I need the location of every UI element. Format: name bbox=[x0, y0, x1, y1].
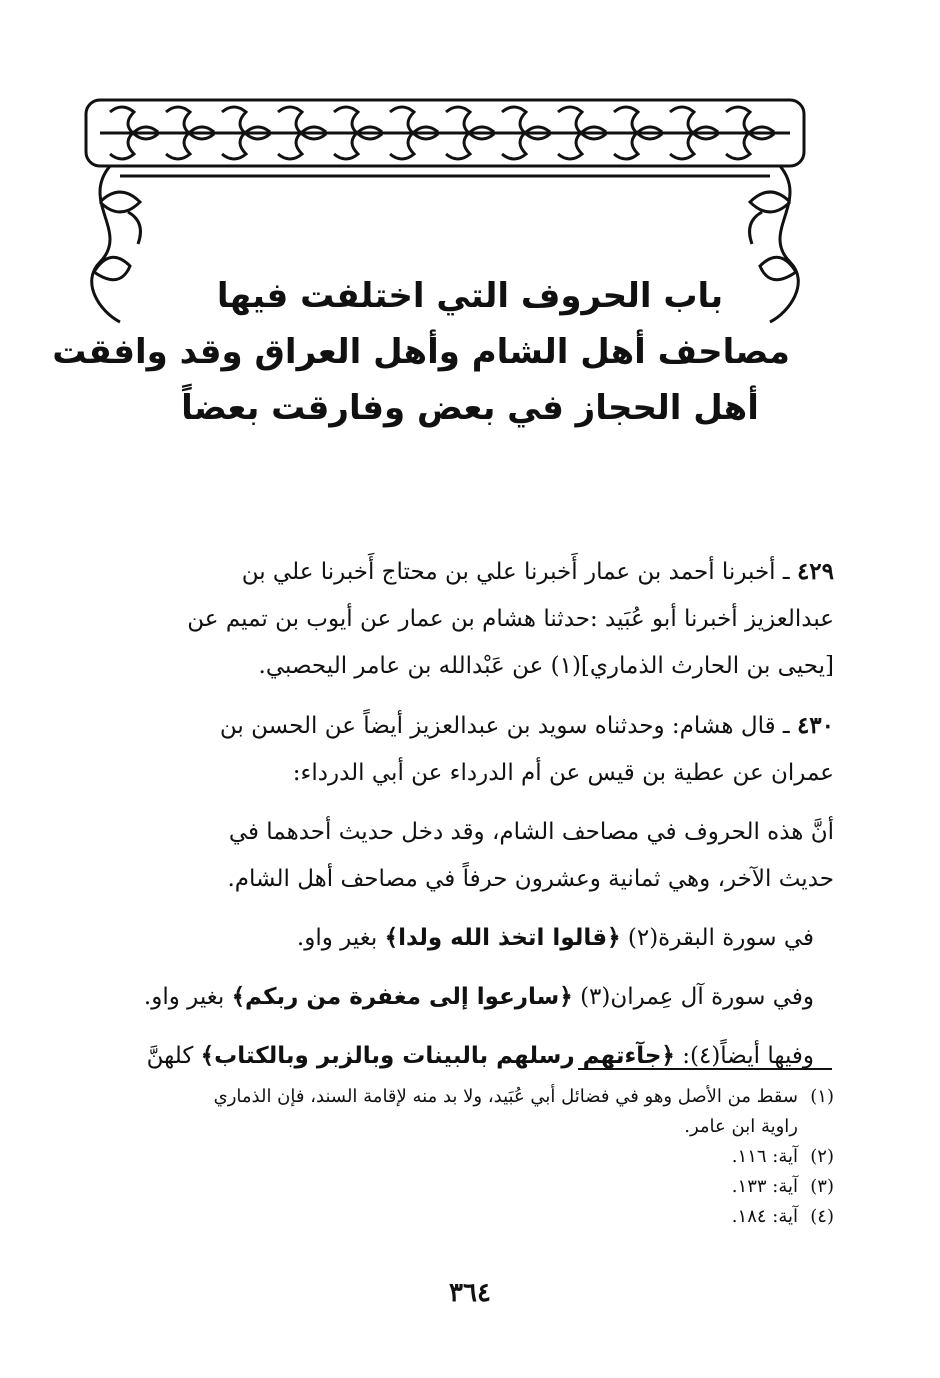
quran-verse: ﴿قالوا اتخذ الله ولدا﴾ bbox=[384, 925, 621, 951]
footnote-text: آية: ١٨٤. bbox=[731, 1206, 798, 1227]
text-line bbox=[74, 1033, 834, 1080]
title-line: أهل الحجاز في بعض وفارقت بعضاً bbox=[181, 388, 759, 428]
footnote-mark: (٢) bbox=[810, 1146, 834, 1167]
footnote-text: آية: ١١٦. bbox=[731, 1146, 798, 1167]
footnote-3 bbox=[74, 1172, 834, 1202]
quran-verse: ﴿سارعوا إلى مغفرة من ربكم﴾ bbox=[231, 984, 573, 1010]
variant-note: بغير واو. bbox=[296, 925, 378, 951]
statement-paragraph bbox=[74, 809, 834, 903]
footnote-mark: (٤) bbox=[810, 1206, 834, 1227]
surah-ref: وفي سورة آل عِمران(٣) bbox=[580, 984, 814, 1010]
variant-baqarah bbox=[74, 915, 834, 962]
text-line: عمران عن عطية بن قيس عن أم الدرداء عن أبي الدرداء: bbox=[292, 760, 834, 786]
footnote-2 bbox=[74, 1142, 834, 1172]
text-line: أنَّ هذه الحروف في مصاحف الشام، وقد دخل حديث أحدهما في bbox=[228, 819, 834, 845]
text-line bbox=[74, 548, 834, 596]
hadith-number: ٤٢٩ bbox=[796, 558, 834, 585]
footnote-text: آية: ١٣٣. bbox=[731, 1176, 798, 1197]
footnotes bbox=[74, 1082, 834, 1232]
main-text bbox=[74, 548, 834, 1092]
footnote-1-continuation: راوية ابن عامر. bbox=[684, 1116, 798, 1137]
text-line bbox=[74, 974, 834, 1021]
footnote-1 bbox=[74, 1082, 834, 1112]
footnote-mark: (٣) bbox=[810, 1176, 834, 1197]
surah-ref: في سورة البقرة(٢) bbox=[627, 925, 814, 951]
text-line: [يحيى بن الحارث الذماري](١) عن عَبْدالله بن عامر اليحصبي. bbox=[258, 653, 834, 679]
footnote-divider bbox=[578, 1068, 832, 1070]
page-number: ٣٦٤ bbox=[449, 1278, 491, 1308]
text-line: عبدالعزيز أخبرنا أبو عُبَيد :حدثنا هشام بن عمار عن أيوب بن تميم عن bbox=[187, 606, 834, 632]
variant-al-imran bbox=[74, 974, 834, 1021]
variant-note: كلهنَّ bbox=[146, 1043, 194, 1069]
quran-verse: ﴿جآءتهم رسلهم بالبينات وبالزبر وبالكتاب﴾ bbox=[200, 1043, 675, 1069]
chapter-title bbox=[52, 268, 790, 436]
variant-note: بغير واو. bbox=[143, 984, 225, 1010]
footnote-4 bbox=[74, 1202, 834, 1232]
surah-ref: وفيها أيضاً(٤): bbox=[682, 1043, 814, 1069]
hadith-430 bbox=[74, 702, 834, 797]
title-line: باب الحروف التي اختلفت فيها bbox=[216, 276, 724, 316]
line-text: ـ أخبرنا أحمد بن عمار أَخبرنا علي بن محتاج أَخبرنا علي بن bbox=[241, 559, 790, 585]
title-line: مصاحف أهل الشام وأهل العراق وقد وافقت bbox=[52, 332, 790, 372]
text-line bbox=[74, 702, 834, 750]
footnote-text: سقط من الأصل وهو في فضائل أبي عُبَيد، ولا بد منه لإقامة السند، فإن الذماري bbox=[213, 1086, 798, 1107]
hadith-429 bbox=[74, 548, 834, 690]
variant-al-imran-2 bbox=[74, 1033, 834, 1080]
text-line: حديث الآخر، وهي ثمانية وعشرون حرفاً في مصاحف أهل الشام. bbox=[227, 866, 834, 892]
hadith-number: ٤٣٠ bbox=[796, 712, 834, 739]
line-text: ـ قال هشام: وحدثناه سويد بن عبدالعزيز أيضاً عن الحسن بن bbox=[219, 713, 790, 739]
text-line bbox=[74, 915, 834, 962]
footnote-mark: (١) bbox=[810, 1086, 834, 1107]
